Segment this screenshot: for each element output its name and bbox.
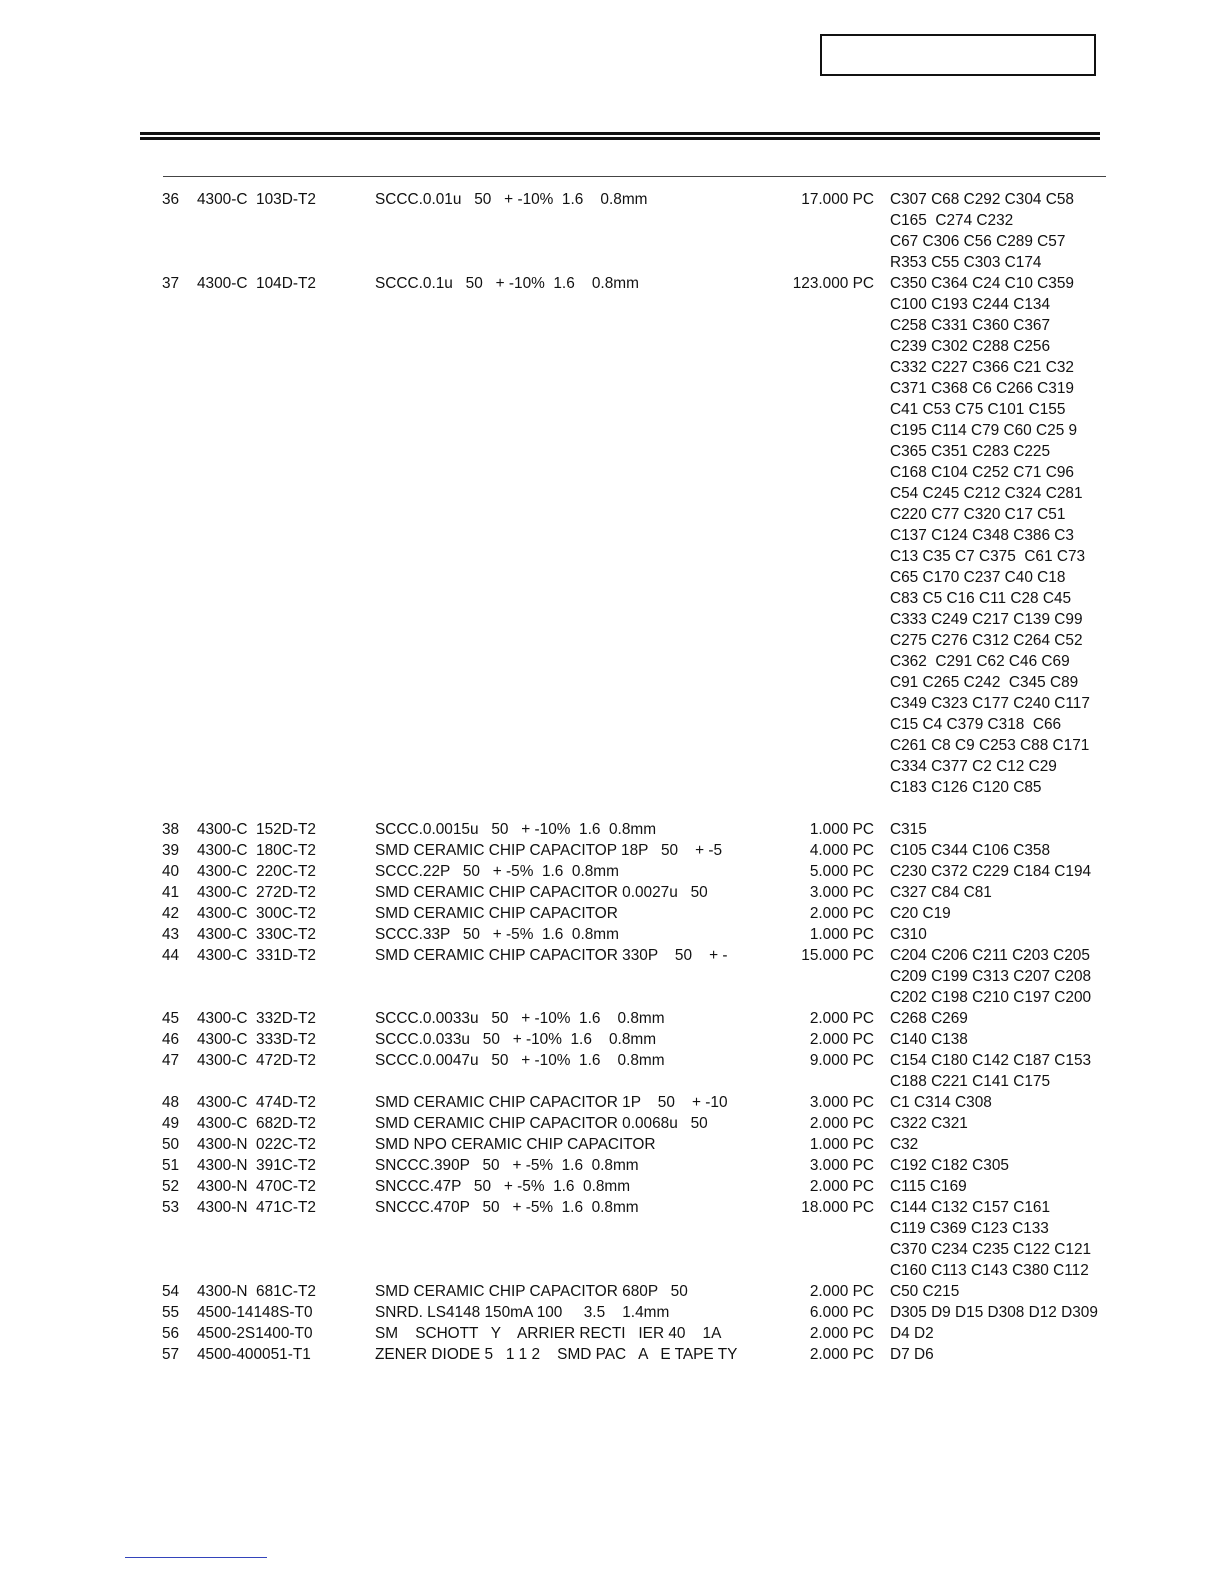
reference-continuation: [0, 378, 1224, 399]
reference-designators: C15 C4 C379 C318 C66: [890, 716, 1062, 733]
part-number: 4300-C 180C-T2: [197, 842, 316, 859]
part-row: [0, 1008, 1224, 1029]
reference-continuation: [0, 294, 1224, 315]
part-row: [0, 189, 1224, 273]
part-row: [0, 819, 1224, 840]
reference-designators: C54 C245 C212 C324 C281: [890, 485, 1083, 502]
part-line: [0, 861, 1224, 882]
reference-continuation: [0, 714, 1224, 735]
part-description: SCCC.0.1u 50 + -10% 1.6 0.8mm: [375, 275, 639, 292]
part-line: [0, 882, 1224, 903]
reference-designators: C144 C132 C157 C161: [890, 1199, 1051, 1216]
part-row: [0, 1155, 1224, 1176]
reference-designators: C1 C314 C308: [890, 1094, 992, 1111]
part-line: [0, 1176, 1224, 1197]
part-line: [0, 1155, 1224, 1176]
part-row: [0, 1176, 1224, 1197]
part-number: 4300-C 472D-T2: [197, 1052, 316, 1069]
part-quantity: 2.000 PC: [809, 1115, 874, 1132]
part-description: SCCC.0.0033u 50 + -10% 1.6 0.8mm: [375, 1010, 665, 1027]
item-number: 51: [162, 1157, 180, 1174]
reference-continuation: [0, 441, 1224, 462]
item-number: 50: [162, 1136, 180, 1153]
item-number: 47: [162, 1052, 180, 1069]
item-number: 44: [162, 947, 180, 964]
reference-continuation: [0, 483, 1224, 504]
reference-continuation: [0, 1260, 1224, 1281]
reference-designators: C202 C198 C210 C197 C200: [890, 989, 1092, 1006]
part-quantity: 5.000 PC: [809, 863, 874, 880]
part-row: [0, 1323, 1224, 1344]
part-line: [0, 819, 1224, 840]
reference-designators: C350 C364 C24 C10 C359: [890, 275, 1074, 292]
part-row: [0, 1197, 1224, 1281]
reference-designators: C239 C302 C288 C256: [890, 338, 1051, 355]
part-description: SMD CERAMIC CHIP CAPACITOR 330P 50 + -: [375, 947, 728, 964]
reference-designators: C349 C323 C177 C240 C117: [890, 695, 1090, 712]
part-description: SMD CERAMIC CHIP CAPACITOR 0.0068u 50: [375, 1115, 708, 1132]
reference-designators: C65 C170 C237 C40 C18: [890, 569, 1066, 586]
reference-designators: C13 C35 C7 C375 C61 C73: [890, 548, 1086, 565]
reference-continuation: [0, 693, 1224, 714]
part-line: [0, 1008, 1224, 1029]
item-number: 38: [162, 821, 180, 838]
part-quantity: 3.000 PC: [809, 1157, 874, 1174]
part-quantity: 2.000 PC: [809, 1178, 874, 1195]
reference-designators: C275 C276 C312 C264 C52: [890, 632, 1083, 649]
reference-designators: C160 C113 C143 C380 C112: [890, 1262, 1089, 1279]
part-description: SNCCC.470P 50 + -5% 1.6 0.8mm: [375, 1199, 639, 1216]
part-quantity: 3.000 PC: [809, 1094, 874, 1111]
part-row: [0, 1029, 1224, 1050]
part-description: SNCCC.47P 50 + -5% 1.6 0.8mm: [375, 1178, 631, 1195]
reference-continuation: [0, 588, 1224, 609]
part-number: 4500-2S1400-T0: [197, 1325, 313, 1342]
part-row: [0, 882, 1224, 903]
reference-continuation: [0, 966, 1224, 987]
reference-continuation: [0, 987, 1224, 1008]
reference-designators: C362 C291 C62 C46 C69: [890, 653, 1070, 670]
reference-designators: C154 C180 C142 C187 C153: [890, 1052, 1092, 1069]
part-quantity: 15.000 PC: [801, 947, 874, 964]
reference-designators: C105 C344 C106 C358: [890, 842, 1051, 859]
row-spacer: [0, 798, 1224, 819]
reference-designators: C220 C77 C320 C17 C51: [890, 506, 1066, 523]
reference-designators: C50 C215: [890, 1283, 960, 1300]
footer-link-underline: [125, 1557, 267, 1558]
item-number: 42: [162, 905, 180, 922]
part-number: 4300-N 022C-T2: [197, 1136, 316, 1153]
part-number: 4300-C 682D-T2: [197, 1115, 316, 1132]
header-rule-top: [140, 132, 1100, 135]
part-line: [0, 1134, 1224, 1155]
part-line: [0, 840, 1224, 861]
part-quantity: 2.000 PC: [809, 1010, 874, 1027]
reference-designators: C370 C234 C235 C122 C121: [890, 1241, 1092, 1258]
item-number: 53: [162, 1199, 180, 1216]
part-line: [0, 924, 1224, 945]
part-line: [0, 1302, 1224, 1323]
item-number: 39: [162, 842, 180, 859]
part-line: [0, 1344, 1224, 1365]
part-row: [0, 1344, 1224, 1365]
reference-designators: C334 C377 C2 C12 C29: [890, 758, 1057, 775]
reference-continuation: [0, 504, 1224, 525]
part-quantity: 2.000 PC: [809, 1346, 874, 1363]
item-number: 55: [162, 1304, 180, 1321]
part-number: 4500-14148S-T0: [197, 1304, 313, 1321]
reference-designators: C332 C227 C366 C21 C32: [890, 359, 1074, 376]
part-quantity: 3.000 PC: [809, 884, 874, 901]
part-line: [0, 273, 1224, 294]
part-number: 4300-C 220C-T2: [197, 863, 316, 880]
part-description: SCCC.0.033u 50 + -10% 1.6 0.8mm: [375, 1031, 657, 1048]
reference-designators: C365 C351 C283 C225: [890, 443, 1051, 460]
part-description: SMD CERAMIC CHIP CAPACITOR 1P 50 + -10: [375, 1094, 728, 1111]
reference-continuation: [0, 1071, 1224, 1092]
part-quantity: 9.000 PC: [809, 1052, 874, 1069]
reference-designators: C261 C8 C9 C253 C88 C171: [890, 737, 1090, 754]
table-rule: [163, 176, 1106, 177]
reference-continuation: [0, 735, 1224, 756]
part-line: [0, 1113, 1224, 1134]
part-number: 4300-C 152D-T2: [197, 821, 316, 838]
reference-designators: C204 C206 C211 C203 C205: [890, 947, 1090, 964]
reference-designators: C137 C124 C348 C386 C3: [890, 527, 1074, 544]
reference-designators: C83 C5 C16 C11 C28 C45: [890, 590, 1072, 607]
reference-designators: D7 D6: [890, 1346, 934, 1363]
reference-designators: C195 C114 C79 C60 C25 9: [890, 422, 1078, 439]
part-line: [0, 1281, 1224, 1302]
reference-designators: C140 C138: [890, 1031, 968, 1048]
item-number: 45: [162, 1010, 180, 1027]
part-number: 4300-C 332D-T2: [197, 1010, 316, 1027]
part-line: [0, 1197, 1224, 1218]
part-quantity: 4.000 PC: [809, 842, 874, 859]
part-line: [0, 1050, 1224, 1071]
part-description: SMD CERAMIC CHIP CAPACITOR: [375, 905, 618, 922]
reference-designators: C188 C221 C141 C175: [890, 1073, 1051, 1090]
part-row: [0, 903, 1224, 924]
part-number: 4300-C 104D-T2: [197, 275, 316, 292]
reference-designators: C315: [890, 821, 927, 838]
item-number: 36: [162, 191, 180, 208]
reference-continuation: [0, 315, 1224, 336]
reference-continuation: [0, 210, 1224, 231]
part-description: SCCC.0.0015u 50 + -10% 1.6 0.8mm: [375, 821, 657, 838]
reference-continuation: [0, 672, 1224, 693]
part-number: 4300-N 470C-T2: [197, 1178, 316, 1195]
part-description: ZENER DIODE 5 1 1 2 SMD PAC A E TAPE TY: [375, 1346, 738, 1363]
part-quantity: 2.000 PC: [809, 1283, 874, 1300]
item-number: 56: [162, 1325, 180, 1342]
reference-designators: C268 C269: [890, 1010, 968, 1027]
part-line: [0, 1092, 1224, 1113]
part-row: [0, 924, 1224, 945]
reference-designators: C307 C68 C292 C304 C58: [890, 191, 1074, 208]
part-quantity: 17.000 PC: [801, 191, 874, 208]
reference-designators: C20 C19: [890, 905, 951, 922]
reference-continuation: [0, 756, 1224, 777]
part-line: [0, 1029, 1224, 1050]
part-line: [0, 1323, 1224, 1344]
reference-continuation: [0, 1218, 1224, 1239]
part-quantity: 18.000 PC: [801, 1199, 874, 1216]
reference-designators: C165 C274 C232: [890, 212, 1014, 229]
part-quantity: 6.000 PC: [809, 1304, 874, 1321]
part-description: SNCCC.390P 50 + -5% 1.6 0.8mm: [375, 1157, 639, 1174]
reference-continuation: [0, 462, 1224, 483]
reference-continuation: [0, 1239, 1224, 1260]
header-rule-bottom: [140, 137, 1100, 140]
part-description: SMD CERAMIC CHIP CAPACITOR 680P 50: [375, 1283, 688, 1300]
part-quantity: 1.000 PC: [809, 926, 874, 943]
part-number: 4300-C 300C-T2: [197, 905, 316, 922]
part-number: 4500-400051-T1: [197, 1346, 311, 1363]
part-quantity: 2.000 PC: [809, 1325, 874, 1342]
reference-continuation: [0, 777, 1224, 798]
part-row: [0, 1050, 1224, 1092]
reference-continuation: [0, 231, 1224, 252]
reference-designators: C41 C53 C75 C101 C155: [890, 401, 1066, 418]
part-description: SMD CERAMIC CHIP CAPACITOR 0.0027u 50: [375, 884, 708, 901]
reference-designators: C91 C265 C242 C345 C89: [890, 674, 1079, 691]
part-quantity: 2.000 PC: [809, 905, 874, 922]
part-description: SNRD. LS4148 150mA 100 3.5 1.4mm: [375, 1304, 670, 1321]
reference-continuation: [0, 420, 1224, 441]
reference-designators: C67 C306 C56 C289 C57: [890, 233, 1066, 250]
part-quantity: 2.000 PC: [809, 1031, 874, 1048]
part-quantity: 123.000 PC: [792, 275, 874, 292]
reference-continuation: [0, 252, 1224, 273]
part-quantity: 1.000 PC: [809, 821, 874, 838]
reference-continuation: [0, 546, 1224, 567]
reference-continuation: [0, 399, 1224, 420]
item-number: 41: [162, 884, 180, 901]
reference-designators: C230 C372 C229 C184 C194: [890, 863, 1092, 880]
part-description: SMD NPO CERAMIC CHIP CAPACITOR: [375, 1136, 656, 1153]
reference-designators: D4 D2: [890, 1325, 934, 1342]
item-number: 43: [162, 926, 180, 943]
reference-designators: C100 C193 C244 C134: [890, 296, 1051, 313]
part-row: [0, 1092, 1224, 1113]
reference-designators: C115 C169: [890, 1178, 967, 1195]
reference-designators: C168 C104 C252 C71 C96: [890, 464, 1074, 481]
reference-designators: C32: [890, 1136, 919, 1153]
part-number: 4300-C 474D-T2: [197, 1094, 316, 1111]
part-number: 4300-C 103D-T2: [197, 191, 316, 208]
item-number: 48: [162, 1094, 180, 1111]
header-box: [820, 34, 1096, 76]
part-description: SCCC.33P 50 + -5% 1.6 0.8mm: [375, 926, 619, 943]
part-quantity: 1.000 PC: [809, 1136, 874, 1153]
part-row: [0, 1302, 1224, 1323]
reference-continuation: [0, 630, 1224, 651]
part-row: [0, 273, 1224, 819]
item-number: 52: [162, 1178, 180, 1195]
part-number: 4300-C 331D-T2: [197, 947, 316, 964]
part-row: [0, 1134, 1224, 1155]
part-line: [0, 903, 1224, 924]
reference-continuation: [0, 336, 1224, 357]
part-line: [0, 945, 1224, 966]
reference-continuation: [0, 609, 1224, 630]
reference-continuation: [0, 651, 1224, 672]
part-description: SCCC.0.0047u 50 + -10% 1.6 0.8mm: [375, 1052, 665, 1069]
parts-list: [0, 189, 1224, 1365]
reference-designators: C327 C84 C81: [890, 884, 992, 901]
reference-designators: C192 C182 C305: [890, 1157, 1009, 1174]
part-description: SCCC.0.01u 50 + -10% 1.6 0.8mm: [375, 191, 648, 208]
reference-designators: C183 C126 C120 C85: [890, 779, 1042, 796]
reference-designators: D305 D9 D15 D308 D12 D309: [890, 1304, 1098, 1321]
reference-designators: C322 C321: [890, 1115, 968, 1132]
part-row: [0, 861, 1224, 882]
part-row: [0, 1113, 1224, 1134]
part-number: 4300-N 391C-T2: [197, 1157, 316, 1174]
item-number: 40: [162, 863, 180, 880]
reference-designators: C209 C199 C313 C207 C208: [890, 968, 1092, 985]
item-number: 57: [162, 1346, 180, 1363]
part-row: [0, 945, 1224, 1008]
part-description: SM SCHOTT Y ARRIER RECTI IER 40 1A: [375, 1325, 722, 1342]
reference-continuation: [0, 567, 1224, 588]
reference-continuation: [0, 525, 1224, 546]
part-number: 4300-C 333D-T2: [197, 1031, 316, 1048]
reference-designators: C371 C368 C6 C266 C319: [890, 380, 1074, 397]
part-number: 4300-N 681C-T2: [197, 1283, 316, 1300]
reference-designators: C258 C331 C360 C367: [890, 317, 1051, 334]
reference-designators: C119 C369 C123 C133: [890, 1220, 1049, 1237]
part-description: SCCC.22P 50 + -5% 1.6 0.8mm: [375, 863, 619, 880]
part-row: [0, 840, 1224, 861]
item-number: 49: [162, 1115, 180, 1132]
part-description: SMD CERAMIC CHIP CAPACITOP 18P 50 + -5: [375, 842, 723, 859]
item-number: 54: [162, 1283, 180, 1300]
part-number: 4300-C 330C-T2: [197, 926, 316, 943]
part-line: [0, 189, 1224, 210]
item-number: 46: [162, 1031, 180, 1048]
reference-designators: R353 C55 C303 C174: [890, 254, 1042, 271]
part-row: [0, 1281, 1224, 1302]
reference-continuation: [0, 357, 1224, 378]
part-number: 4300-N 471C-T2: [197, 1199, 316, 1216]
item-number: 37: [162, 275, 180, 292]
part-number: 4300-C 272D-T2: [197, 884, 316, 901]
reference-designators: C333 C249 C217 C139 C99: [890, 611, 1083, 628]
reference-designators: C310: [890, 926, 927, 943]
